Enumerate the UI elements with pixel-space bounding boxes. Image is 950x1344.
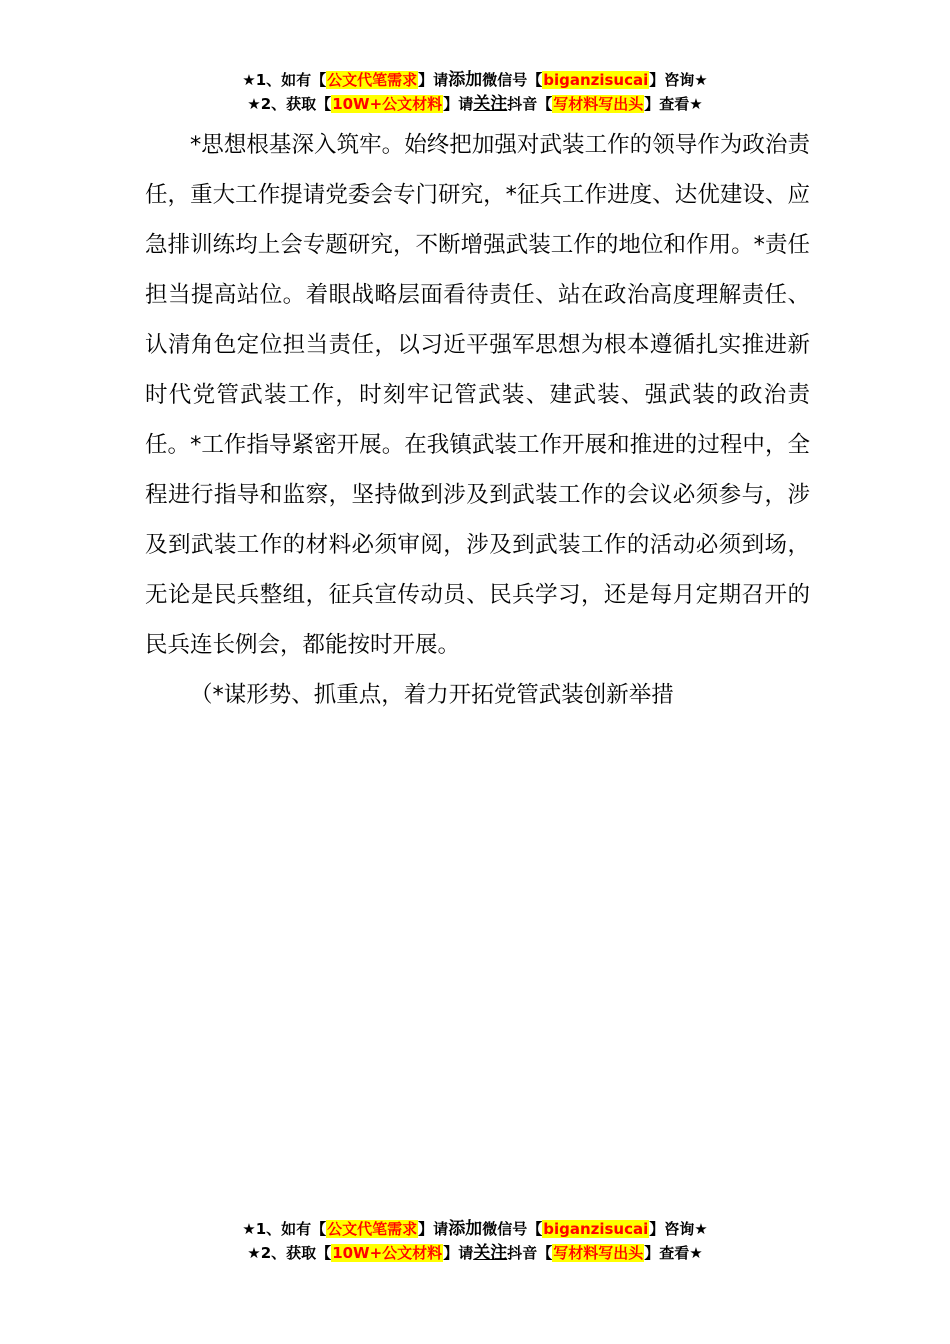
footer-line-2-emphasis: 关注	[473, 1243, 508, 1263]
footer-banner	[0, 1217, 950, 1265]
footer-line-2-mid: 】请	[443, 1244, 474, 1262]
footer-line-1-mid2: 微信号【	[482, 1220, 543, 1238]
document-body	[145, 120, 810, 720]
body-paragraph-2: （*谋形势、抓重点，着力开拓党管武装创新举措	[190, 682, 674, 708]
banner-line-2-douyin-id: 写材料写出头	[553, 95, 644, 113]
banner-line-1	[0, 68, 950, 92]
banner-line-2-mid: 】请	[443, 95, 474, 113]
banner-line-1-wechat-id: biganzisucai	[543, 71, 649, 89]
footer-line-2	[0, 1241, 950, 1265]
banner-line-1-emphasis: 添加	[448, 70, 483, 90]
banner-line-1-service-highlight: 公文代笔需求	[327, 71, 418, 89]
banner-line-2-mid2: 抖音【	[507, 95, 553, 113]
body-paragraph-1: *思想根基深入筑牢。始终把加强对武装工作的领导作为政治责任，重大工作提请党委会专门研究，*征兵工作进度、达优建设、应急排训练均上会专题研究，不断增强武装工作的地位和作用。*责任担当提高站位。着眼战略层面看待责任、站在政治高度理解责任、认清角色定位担当责任，以习近平强军思想为根本遵循扎实推进新时代党管武装工作，时刻牢记管武装、建武装、强武装的政治责任。*工作指导紧密开展。在我镇武装工作开展和推进的过程中，全程进行指导和监察，坚持做到涉及到武装工作的会议必须参与，涉及到武装工作的材料必须审阅，涉及到武装工作的活动必须到场，无论是民兵整组，征兵宣传动员、民兵学习，还是每月定期召开的民兵连长例会，都能按时开展。	[145, 132, 810, 658]
header-banner	[0, 68, 950, 116]
footer-line-1	[0, 1217, 950, 1241]
banner-line-1-mid: 】请	[418, 71, 449, 89]
footer-line-2-mid2: 抖音【	[507, 1244, 553, 1262]
banner-line-1-mid2: 微信号【	[482, 71, 543, 89]
footer-line-2-prefix: ★2、获取【	[247, 1244, 332, 1262]
footer-line-1-prefix: ★1、如有【	[242, 1220, 327, 1238]
banner-line-2-prefix: ★2、获取【	[247, 95, 332, 113]
footer-line-1-mid: 】请	[418, 1220, 449, 1238]
banner-line-2	[0, 92, 950, 116]
footer-line-1-service-highlight: 公文代笔需求	[327, 1220, 418, 1238]
banner-line-2-materials-highlight: 10W+公文材料	[332, 95, 443, 113]
footer-line-1-wechat-id: biganzisucai	[543, 1220, 649, 1238]
banner-line-1-suffix: 】咨询★	[649, 71, 708, 89]
banner-line-2-emphasis: 关注	[473, 94, 508, 114]
banner-line-2-suffix: 】查看★	[644, 95, 703, 113]
footer-line-2-suffix: 】查看★	[644, 1244, 703, 1262]
footer-line-2-materials-highlight: 10W+公文材料	[332, 1244, 443, 1262]
footer-line-1-emphasis: 添加	[448, 1219, 483, 1239]
footer-line-2-douyin-id: 写材料写出头	[553, 1244, 644, 1262]
banner-line-1-prefix: ★1、如有【	[242, 71, 327, 89]
footer-line-1-suffix: 】咨询★	[649, 1220, 708, 1238]
